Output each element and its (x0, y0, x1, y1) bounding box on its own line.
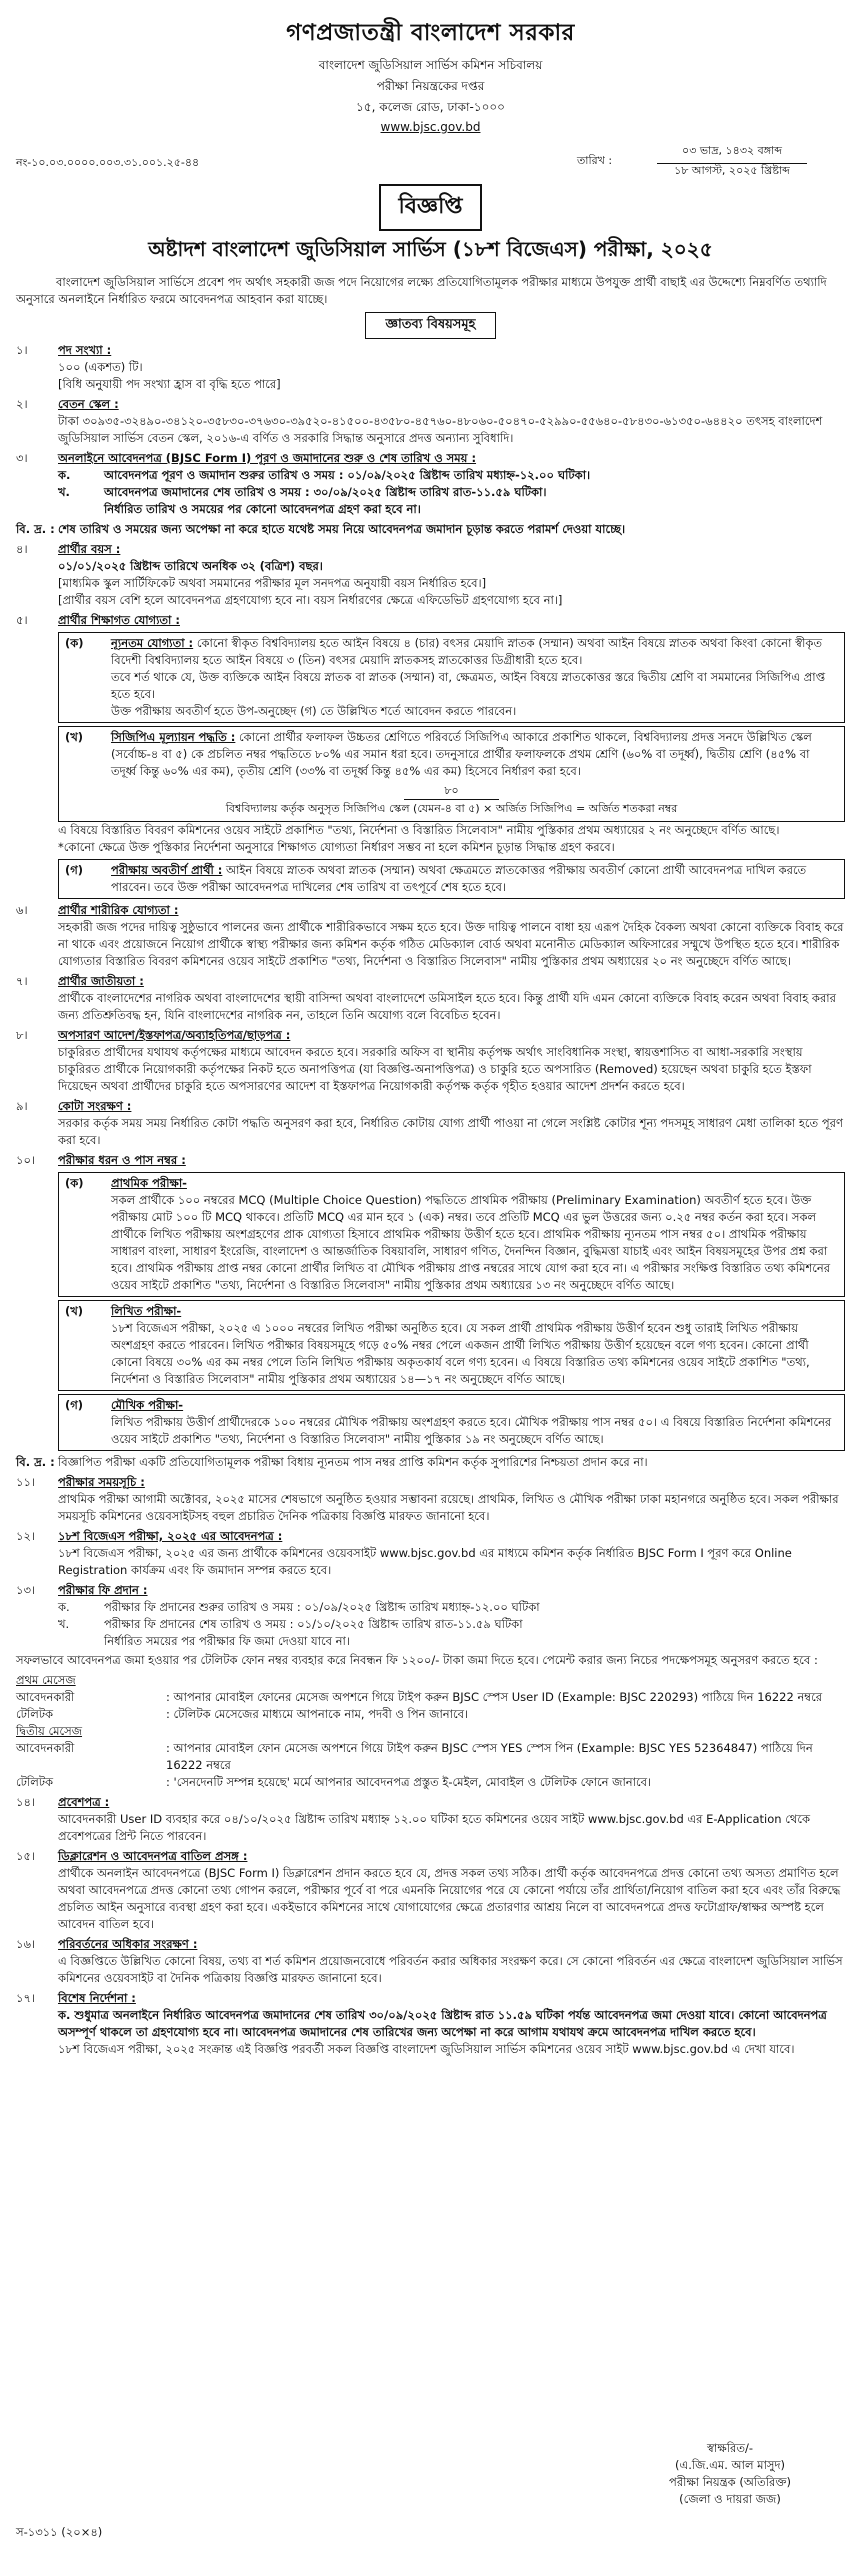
qualification-box-c (58, 859, 845, 899)
special-instruction-2: ১৮শ বিজেএস পরীক্ষা, ২০২৫ সংক্রান্ত এই বিজ্ঞপ্তি পরবর্তী সকল বিজ্ঞপ্তি বাংলাদেশ জুডিসিয়াল সার্ভিস কমিশনের ওয়েব সাইট www.bjsc.gov.bd এ দেখা যাবে। (58, 2042, 795, 2056)
sms-row-label: টেলিটক (16, 1707, 54, 1721)
qualification-box-a (58, 632, 845, 723)
sms-row-text: : 'সেনদেনটি সম্পন্ন হয়েছে' মর্মে আপনার আবেদনপত্র প্রস্তুত ই-মেইল, মোবাইল ও টেলিটক ফোনে জানাবে। (166, 1775, 652, 1789)
section-body: আবেদনকারী User ID ব্যবহার করে ০৪/১০/২০২৫ খ্রিষ্টাব্দ তারিখ মধ্যাহ্ন ১২.০০ ঘটিকা হতে কমিশনের ওয়েব সাইট www.bjsc.gov.bd এর E-Application থেকে প্রবেশপত্রের প্রিন্ট নিতে পারবেন। (58, 1812, 810, 1843)
formula-denominator: বিশ্ববিদ্যালয় কর্তৃক অনুসৃত সিজিপিএ স্কেল (যেমন-৪ বা ৫) (225, 802, 480, 815)
section-title: বিশেষ নির্দেশনা : (58, 1991, 136, 2005)
qualification-star-note: *কোনো ক্ষেত্রে উক্ত পুস্তিকার নির্দেশনা অনুসারে শিক্ষাগত যোগ্যতা নির্ধারণ সম্ভব না হলে কমিশন চূড়ান্ত সিদ্ধান্ত গ্রহণ করবে। (58, 840, 615, 854)
notice-heading (16, 184, 845, 231)
section-number: ৩। (16, 451, 28, 465)
section-body: ১৮শ বিজেএস পরীক্ষা, ২০২৫ এর জন্য প্রার্থীকে কমিশনের ওয়েবসাইট www.bjsc.gov.bd এর মাধ্যমে কমিশন কর্তৃক নির্ধারিত BJSC Form I পূরণ করে Online Registration কার্যক্রম এবং ফি জমাদান সম্পন্ন করতে হবে। (58, 1546, 792, 1577)
section-title: ডিক্লারেশন ও আবেদনপত্র বাতিল প্রসঙ্গ : (58, 1849, 248, 1863)
item-marker: (খ) (65, 730, 84, 744)
date-label: তারিখ : (577, 154, 613, 167)
section-body: সহকারী জজ পদের দায়িত্ব সুষ্ঠুভাবে পালনের জন্য প্রার্থীকে শারীরিকভাবে সক্ষম হতে হবে। উক্ত দায়িত্ব পালনে বাধা হয় এরূপ দৈহিক বৈকল্য অথবা কোনো ব্যক্তিকে বিবাহ করে না থাকে এবং প্রয়োজনে নিয়োগ প্রার্থীকে স্বাস্থ্য পরীক্ষার জন্য কমিশন কর্তৃক গঠিত মেডিক্যাল বোর্ড অথবা মনোনীত মেডিক্যাল অফিসারের সম্মুখে উপস্থিত হতে হবে। শারীরিক যোগ্যতার বিস্তারিত বিবরণ কমিশনের ওয়েব সাইটে প্রকাশিত "তথ্য, নির্দেশনা ও বিস্তারিত সিলেবাস" নামীয় পুস্তিকার প্রথম অধ্যায়ের ২০ নং অনুচ্ছেদে বর্ণিত আছে। (58, 920, 844, 968)
item-body: আইন বিষয়ে স্নাতক অথবা স্নাতক (সম্মান) অথবা ক্ষেত্রমতে স্নাতকোত্তর পরীক্ষায় অবতীর্ণ কোনো প্রার্থী আবেদনপত্র দাখিল করতে পারবেন। তবে উক্ত পরীক্ষা আবেদনপত্র দাখিলের শেষ তারিখ বা তৎপূর্বে শেষ হতে হবে। (111, 863, 807, 894)
item-lead: পরীক্ষায় অবতীর্ণ প্রার্থী : (111, 863, 223, 877)
section-number: ১৬। (16, 1937, 36, 1951)
post-count: ১০০ (একশত) টি। (58, 360, 143, 374)
formula-tail: × অর্জিত সিজিপিএ = অর্জিত শতকরা নম্বর (483, 802, 678, 815)
sms-row-text: : টেলিটক মেসেজের মাধ্যমে আপনাকে নাম, পদবী ও পিন জানাবে। (166, 1707, 469, 1721)
item-lead: সিজিপিএ মূল্যায়ন পদ্ধতি : (111, 730, 236, 744)
exam-preliminary (58, 1172, 845, 1297)
reference-row (16, 140, 845, 184)
item-marker: (গ) (65, 1398, 84, 1412)
section-17 (16, 1990, 845, 2058)
date-bangla: ০৩ ভাদ্র, ১৪৩২ বঙ্গাব্দ (657, 142, 807, 164)
item-marker: (গ) (65, 863, 84, 877)
section-body: এ বিজ্ঞপ্তিতে উল্লিখিত কোনো বিষয়, তথ্য বা শর্ত কমিশন প্রয়োজনবোধে পরিবর্তন করার অধিকার সংরক্ষণ করে। সে কোনো পরিবর্তন এর ক্ষেত্রে বাংলাদেশ জুডিসিয়াল সার্ভিস কমিশনের ওয়েবসাইট বা দৈনিক পত্রিকায় বিজ্ঞপ্তি মারফত জানানো হবে। (58, 1954, 843, 1985)
section-7 (16, 973, 845, 1024)
qualification-note: উক্ত পরীক্ষায় অবতীর্ণ হতে উপ-অনুচ্ছেদ (গ) তে উল্লিখিত শর্তে আবেদন করতে পারবেন। (111, 704, 517, 718)
section-2 (16, 396, 845, 447)
section-6 (16, 902, 845, 970)
section-title: পরিবর্তনের অধিকার সংরক্ষণ : (58, 1937, 198, 1951)
item-marker: খ. (58, 485, 70, 499)
fee-end: পরীক্ষার ফি প্রদানের শেষ তারিখ ও সময় : ০১/১০/২০২৫ খ্রিষ্টাব্দ তারিখ রাত-১১.৫৯ ঘটিকা (104, 1617, 523, 1631)
signatory-designation: পরীক্ষা নিয়ন্ত্রক (অতিরিক্ত) (669, 2475, 791, 2489)
section-title: কোটা সংরক্ষণ : (58, 1099, 132, 1113)
sms-first-heading: প্রথম মেসেজ (16, 1673, 76, 1687)
item-body: লিখিত পরীক্ষায় উত্তীর্ণ প্রার্থীদেরকে ১০০ নম্বরের মৌখিক পরীক্ষায় অংশগ্রহণ করতে হবে। মৌখিক পরীক্ষায় পাস নম্বর ৫০। এ বিষয়ে বিস্তারিত নির্দেশনা কমিশনের ওয়েব সাইটে প্রকাশিত "তথ্য, নির্দেশনা ও বিস্তারিত সিলেবাস" নামীয় পুস্তিকার ১৯ নং অনুচ্ছেদে বর্ণিত আছে। (111, 1415, 832, 1446)
section-5 (16, 612, 845, 899)
section-title: পরীক্ষার ধরন ও পাস নম্বর : (58, 1153, 186, 1167)
fee-deadline-note: নির্ধারিত সময়ের পর পরীক্ষার ফি জমা দেওয়া যাবে না। (104, 1634, 350, 1648)
section-13 (16, 1582, 845, 1650)
section-number: ৭। (16, 974, 28, 988)
notice-title: বিজ্ঞপ্তি (379, 184, 483, 231)
section-15 (16, 1848, 845, 1933)
cgpa-formula (65, 782, 838, 817)
item-body: ১৮শ বিজেএস পরীক্ষা, ২০২৫ এ ১০০০ নম্বরের লিখিত পরীক্ষা অনুষ্ঠিত হবে। যে সকল প্রার্থী প্রাথমিক পরীক্ষায় উত্তীর্ণ হবেন শুধু তারাই লিখিত পরীক্ষায় অংশগ্রহণ করতে পারবেন। লিখিত পরীক্ষার বিষয়সমূহে গড়ে ৫০% নম্বর পেলে একজন প্রার্থী লিখিত পরীক্ষায় উত্তীর্ণ হয়েছেন বলে গণ্য হবেন। কোনো প্রার্থী কোনো বিষয়ে ৩০% এর কম নম্বর পেলে তিনি লিখিত পরীক্ষায় অকৃতকার্য বলে গণ্য হবেন। এ বিষয়ে বিস্তারিত তথ্য কমিশনের ওয়েব সাইটে প্রকাশিত "তথ্য, নির্দেশনা ও বিস্তারিত সিলেবাস" নামীয় পুস্তিকার প্রথম অধ্যায়ের ১৪—১৭ নং অনুচ্ছেদে বর্ণিত আছে। (111, 1321, 810, 1386)
section-number: ১০। (16, 1153, 36, 1167)
signatory-name: (এ.জি.এম. আল মাসুদ) (674, 2458, 786, 2472)
section-number: ১৫। (16, 1849, 36, 1863)
sms-second-heading: দ্বিতীয় মেসেজ (16, 1724, 83, 1738)
pay-scale: টাকা ৩০৯৩৫-৩২৪৯০-৩৪১২০-৩৫৮৩০-৩৭৬৩০-৩৯৫২০-৪১৫০০-৪৩৫৮০-৪৫৭৬০-৪৮০৬০-৫০৪৭০-৫২৯৯০-৫৫৬৪০-৫৮৪৩০-৬১৩৫০-৬৪৪২০ তৎসহ বাংলাদেশ জুডিসিয়াল সার্ভিস বেতন স্কেল, ২০১৬-এ বর্ণিত ও সরকারি সিদ্ধান্ত অনুসারে প্রদত্ত অন্যান্য সুবিধাদি। (58, 414, 823, 445)
apply-start: আবেদনপত্র পূরণ ও জমাদান শুরুর তারিখ ও সময় : ০১/০৯/২০২৫ খ্রিষ্টাব্দ তারিখ মধ্যাহ্ন-১২.০০ ঘটিকা। (104, 468, 591, 482)
fee-start: পরীক্ষার ফি প্রদানের শুরুর তারিখ ও সময় : ০১/০৯/২০২৫ খ্রিষ্টাব্দ তারিখ মধ্যাহ্ন-১২.০০ ঘটিকা (104, 1600, 540, 1614)
section-1 (16, 342, 845, 393)
item-lead: ন্যূনতম যোগ্যতা : (111, 636, 194, 650)
exam-viva (58, 1394, 845, 1451)
section-title: ১৮শ বিজেএস পরীক্ষা, ২০২৫ এর আবেদনপত্র : (58, 1529, 283, 1543)
section-body: চাকুরিরত প্রার্থীদের যথাযথ কর্তৃপক্ষের মাধ্যমে আবেদন করতে হবে। সরকারি অফিস বা স্থানীয় কর্তৃপক্ষ অর্থাৎ সাংবিধানিক সংস্থা, স্বায়ত্তশাসিত বা আধা-সরকারি সংস্থায় চাকুরিরত প্রার্থীকে নিয়োগকারী কর্তৃপক্ষের নিকট হতে অনাপত্তিপত্র (যা বিজ্ঞপ্তি-অনাপত্তিপত্র) ও চাকুরি হতে অপসারিত (Removed) হয়েছেন অথবা চাকুরি হতে ইস্তফা দিয়েছেন অথবা প্রার্থীদের চাকুরি হতে অপসারণের আদেশ বা ইস্তফাপত্র নিয়োগকারী কর্তৃপক্ষ কর্তৃক গৃহীত হওয়ার আদেশ প্রদর্শন করতে হবে। (58, 1045, 812, 1093)
note-2 (16, 1454, 845, 1471)
special-instruction-1: ক. শুধুমাত্র অনলাইনে নির্ধারিত আবেদনপত্র জমাদানের শেষ তারিখ ৩০/০৯/২০২৫ খ্রিষ্টাব্দ রাত ১১.৫৯ ঘটিকা পর্যন্ত আবেদনপত্র জমা দেওয়া যাবে। কোনো আবেদনপত্র অসম্পূর্ণ থাকলে তা গ্রহণযোগ্য হবে না। আবেদনপত্র জমাদানের শেষ তারিখের জন্য অপেক্ষা না করে আগাম যথাযথ ক্রমে আবেদনপত্র দাখিল করতে হবে। (58, 2008, 827, 2039)
exam-written (58, 1300, 845, 1391)
item-body: সকল প্রার্থীকে ১০০ নম্বরের MCQ (Multiple Choice Question) পদ্ধতিতে প্রাথমিক পরীক্ষায় (Preliminary Examination) অবতীর্ণ হতে হবে। উক্ত পরীক্ষায় মোট ১০০ টি MCQ থাকবে। প্রতিটি MCQ এর মান হবে ১ (এক) নম্বর। তবে প্রতিটি MCQ এর ভুল উত্তরের জন্য ০.২৫ নম্বর কর্তন করা হবে। সকল প্রার্থীকে লিখিত পরীক্ষায় অংশগ্রহণের প্রাক যোগ্যতা হিসাবে প্রাথমিক পরীক্ষায় উত্তীর্ণ হতে হবে। প্রাথমিক পরীক্ষায় ন্যূনতম পাস নম্বর ৫০। প্রাথমিক পরীক্ষায় সাধারণ বাংলা, সাধারণ ইংরেজি, বাংলাদেশ ও আন্তর্জাতিক বিষয়াবলি, সাধারণ গণিত, দৈনন্দিন বিজ্ঞান, বুদ্ধিমত্তা যাচাই এবং আইন বিষয়সমূহের উপর প্রশ্ন করা হবে। প্রাথমিক পরীক্ষায় প্রাপ্ত নম্বর কোনো প্রার্থীর লিখিত বা মৌখিক পরীক্ষায় প্রাপ্ত নম্বরের সাথে যোগ করা হবে না। এ পরীক্ষার সংক্ষিপ্ত বিস্তারিত তথ্য কমিশনের ওয়েব সাইটে প্রকাশিত "তথ্য, নির্দেশনা ও বিস্তারিত সিলেবাস" নামীয় পুস্তিকার প্রথম অধ্যায়ের ১৩ নং অনুচ্ছেদে বর্ণিত আছে। (111, 1193, 831, 1292)
section-title: বেতন স্কেল : (58, 397, 119, 411)
section-title: প্রবেশপত্র : (58, 1795, 110, 1809)
sms-row-text: : আপনার মোবাইল ফোনের মেসেজ অপশনে গিয়ে টাইপ করুন BJSC স্পেস User ID (Example: BJSC 220293) পাঠিয়ে দিন 16222 নম্বরে (166, 1690, 823, 1704)
note-label: বি. দ্র. : (16, 522, 55, 536)
section-body: প্রাথমিক পরীক্ষা আগামী অক্টোবর, ২০২৫ মাসের শেষভাগে অনুষ্ঠিত হওয়ার সম্ভাবনা রয়েছে। প্রাথমিক, লিখিত ও মৌখিক পরীক্ষা ঢাকা মহানগরে অনুষ্ঠিত হবে। সকল পরীক্ষার সময়সূচি কমিশনের ওয়েবসাইটসহ বহুল প্রচারিত দৈনিক পত্রিকায় বিজ্ঞপ্তি মারফত জানানো হবে। (58, 1492, 839, 1523)
section-14 (16, 1794, 845, 1845)
section-number: ১৩। (16, 1583, 36, 1597)
section-number: ১২। (16, 1529, 36, 1543)
section-body: প্রার্থীকে অনলাইন আবেদনপত্রে (BJSC Form I) ডিক্লারেশন প্রদান করতে হবে যে, প্রদত্ত সকল তথ্য সঠিক। প্রার্থী কর্তৃক আবেদনপত্রে প্রদত্ত কোনো তথ্য অসত্য প্রমাণিত হলে অথবা আবেদনপত্রে প্রদত্ত কোনো তথ্য গোপন করলে, পরীক্ষার পূর্বে বা পরে এমনকি নিয়োগের পরে যে কোনো পর্যায়ে তাঁর প্রার্থিতা/নিয়োগ বাতিল করা হবে এবং তাঁর বিরুদ্ধে প্রচলিত আইন অনুসারে ব্যবস্থা গ্রহণ করা হবে। একইভাবে কমিশনের সাথে যোগাযোগের ক্ষেত্রে প্রতারণার আশ্রয় নিলে বা আবেদনপত্রে প্রদত্ত ফটোগ্রাফ/স্বাক্ষর অস্পষ্ট হলে আবেদন বাতিল হবে। (58, 1866, 841, 1931)
section-number: ৯। (16, 1099, 28, 1113)
item-marker: ক. (58, 1600, 70, 1614)
apply-end: আবেদনপত্র জমাদানের শেষ তারিখ ও সময় : ৩০/০৯/২০২৫ খ্রিষ্টাব্দ তারিখ রাত-১১.৫৯ ঘটিকা। (104, 485, 547, 499)
section-9 (16, 1098, 845, 1149)
intro-paragraph: বাংলাদেশ জুডিসিয়াল সার্ভিসে প্রবেশ পদ অর্থাৎ সহকারী জজ পদে নিয়োগের লক্ষ্যে প্রতিযোগিতামূলক পরীক্ষার মাধ্যমে উপযুক্ত প্রার্থী বাছাই এর উদ্দেশ্যে নিম্নবর্ণিত তথ্যাদি অনুসারে অনলাইনে নির্ধারিত ফরমে আবেদনপত্র আহবান করা যাচ্ছে। (16, 275, 827, 306)
section-12 (16, 1528, 845, 1579)
age-limit: ০১/০১/২০২৫ খ্রিষ্টাব্দ তারিখে অনধিক ৩২ (বত্রিশ) বছর। (58, 559, 323, 573)
section-body: প্রার্থীকে বাংলাদেশের নাগরিক অথবা বাংলাদেশের স্থায়ী বাসিন্দা অথবা বাংলাদেশে ডমিসাইল হতে হবে। কিন্তু প্রার্থী যদি এমন কোনো ব্যক্তিকে বিবাহ করেন অথবা বিবাহ করার জন্য প্রতিশ্রুতিবদ্ধ হন, যিনি বাংলাদেশের নাগরিক নন, তাহলে তিনি অযোগ্য বলে বিবেচিত হবেন। (58, 991, 836, 1022)
note-1 (16, 521, 845, 538)
section-16 (16, 1936, 845, 1987)
qualification-proviso: তবে শর্ত থাকে যে, উক্ত ব্যক্তিকে আইন বিষয়ে স্নাতক বা স্নাতক (সম্মান) বা, ক্ষেত্রমত, আইন বিষয়ে স্নাতকোত্তর স্তরে দ্বিতীয় শ্রেণি বা সমমানের সিজিপিএ প্রাপ্ত হতে হবে। (111, 670, 826, 701)
age-note-2: [প্রার্থীর বয়স বেশি হলে আবেদনপত্র গ্রহণযোগ্য হবে না। বয়স নির্ধারণের ক্ষেত্রে এফিডেভিট গ্রহণযোগ্য হবে না।] (58, 593, 563, 607)
section-number: ১। (16, 343, 28, 357)
section-11 (16, 1474, 845, 1525)
section-title: প্রার্থীর শিক্ষাগত যোগ্যতা : (58, 613, 180, 627)
section-3 (16, 450, 845, 518)
section-title: অপসারণ আদেশ/ইস্তফাপত্র/অব্যাহতিপত্র/ছাড়পত্র : (58, 1028, 291, 1042)
item-marker: (ক) (65, 1176, 84, 1190)
sms-instructions (16, 1672, 845, 1791)
section-title: প্রার্থীর শারীরিক যোগ্যতা : (58, 903, 179, 917)
section-number: ২। (16, 397, 28, 411)
section-body: সরকার কর্তৃক সময় সময় নির্ধারিত কোটা পদ্ধতি অনুসরণ করা হবে, নির্ধারিত কোটায় যোগ্য প্রার্থী পাওয়া না গেলে সংশ্লিষ্ট কোটার শূন্য পদসমূহ সাধারণ মেধা তালিকা হতে পূরণ করা হবে। (58, 1116, 843, 1147)
fee-instructions: সফলভাবে আবেদনপত্র জমা হওয়ার পর টেলিটক ফোন নম্বর ব্যবহার করে নিবন্ধন ফি ১২০০/- টাকা জমা দিতে হবে। পেমেন্ট করার জন্য নিচের পদক্ষেপসমূহ অনুসরণ করতে হবে : (16, 1653, 818, 1667)
section-title: পরীক্ষার সময়সূচি : (58, 1475, 145, 1489)
section-title: প্রার্থীর জাতীয়তা : (58, 974, 144, 988)
item-marker: খ. (58, 1617, 70, 1631)
sms-row-label: টেলিটক (16, 1775, 54, 1789)
section-title: পদ সংখ্যা : (58, 343, 112, 357)
section-heading-text: জ্ঞাতব্য বিষয়সমূহ (365, 312, 497, 339)
item-marker: (ক) (65, 636, 84, 650)
section-number: ১৭। (16, 1991, 36, 2005)
item-body: কোনো স্বীকৃত বিশ্ববিদ্যালয় হতে আইন বিষয়ে ৪ (চার) বৎসর মেয়াদি স্নাতক (সম্মান) অথবা আইন বিষয়ে স্নাতক অথবা কিংবা কোনো স্বীকৃত বিদেশী বিশ্ববিদ্যালয় হতে আইন বিষয়ে ৩ (তিন) বৎসর মেয়াদি স্নাতকসহ স্নাতকোত্তর ডিগ্রীধারী হতে হবে। (111, 636, 823, 667)
memo-number: নং-১০.০৩.০০০০.০০৩.৩১.০০১.২৫-৪৪ (16, 156, 200, 169)
sms-row-label: আবেদনকারী (16, 1690, 75, 1704)
post-count-note: [বিধি অনুযায়ী পদ সংখ্যা হ্রাস বা বৃদ্ধি হতে পারে] (58, 377, 281, 391)
section-title: অনলাইনে আবেদনপত্র (BJSC Form I) পূরণ ও জমাদানের শুরু ও শেষ তারিখ ও সময় : (58, 451, 477, 465)
item-marker: (খ) (65, 1304, 84, 1318)
item-marker: ক. (58, 468, 71, 482)
apply-deadline-note: নির্ধারিত তারিখ ও সময়ের পর কোনো আবেদনপত্র গ্রহণ করা হবে না। (104, 502, 421, 516)
formula-numerator: ৮০ (404, 782, 498, 800)
item-title: লিখিত পরীক্ষা- (111, 1304, 182, 1318)
office-name: পরীক্ষা নিয়ন্ত্রকের দপ্তর (376, 79, 485, 93)
item-title: প্রাথমিক পরীক্ষা- (111, 1176, 187, 1190)
section-10 (16, 1152, 845, 1451)
item-title: মৌখিক পরীক্ষা- (111, 1398, 184, 1412)
signed-mark: স্বাক্ষরিত/- (707, 2441, 753, 2455)
note-text: শেষ তারিখ ও সময়ের জন্য অপেক্ষা না করে হাতে যথেষ্ট সময় নিয়ে আবেদনপত্র জমাদান চূড়ান্ত করতে পরামর্শ দেওয়া যাচ্ছে। (58, 522, 626, 536)
section-8 (16, 1027, 845, 1095)
section-number: ১৪। (16, 1795, 36, 1809)
govt-title: গণপ্রজাতন্ত্রী বাংলাদেশ সরকার (286, 20, 575, 46)
section-heading (16, 312, 845, 339)
note-label: বি. দ্র. : (16, 1455, 55, 1469)
website-link[interactable]: www.bjsc.gov.bd (380, 120, 481, 134)
qualification-detail-note: এ বিষয়ে বিস্তারিত বিবরণ কমিশনের ওয়েব সাইটে প্রকাশিত "তথ্য, নির্দেশনা ও বিস্তারিত সিলেবাস" নামীয় পুস্তিকার প্রথম অধ্যায়ের ২ নং অনুচ্ছেদে বর্ণিত আছে। (58, 823, 780, 837)
note-text: বিজ্ঞাপিত পরীক্ষা একটি প্রতিযোগিতামূলক পরীক্ষা বিধায় ন্যূনতম পাস নম্বর প্রাপ্তি কমিশন কর্তৃক সুপারিশের নিশ্চয়তা প্রদান করে না। (58, 1455, 648, 1469)
section-number: ৮। (16, 1028, 28, 1042)
section-number: ৬। (16, 903, 28, 917)
section-number: ১১। (16, 1475, 36, 1489)
footer-code: স-১৩১১ (২০×৪) (16, 2525, 103, 2539)
office-address: ১৫, কলেজ রোড, ঢাকা-১০০০ (356, 100, 505, 114)
section-4 (16, 541, 845, 609)
section-title: প্রার্থীর বয়স : (58, 542, 121, 556)
section-number: ৫। (16, 613, 28, 627)
signature-block (669, 2440, 791, 2508)
commission-name: বাংলাদেশ জুডিসিয়াল সার্ভিস কমিশন সচিবালয় (318, 58, 543, 72)
section-number: ৪। (16, 542, 28, 556)
item-body: কোনো প্রার্থীর ফলাফল উচ্চতর শ্রেণিতে পরিবর্তে সিজিপিএ আকারে প্রকাশিত থাকলে, বিশ্ববিদ্যালয় প্রদত্ত সনদে উল্লিখিত স্কেল (সর্বোচ্চ-৪ বা ৫) কে প্রচলিত নম্বর পদ্ধতিতে ৮০% এর সমান ধরা হবে। তদনুসারে প্রার্থীর ফলাফলকে প্রথম শ্রেণি (৬০% বা তদূর্ধ্ব), দ্বিতীয় শ্রেণি (৪৫% বা তদূর্ধ্ব কিন্তু ৬০% এর কম), তৃতীয় শ্রেণি (৩৩% বা তদূর্ধ্ব কিন্তু ৪৫% এর কম) হিসেবে নির্ধারণ করা হবে। (111, 730, 812, 778)
section-title: পরীক্ষার ফি প্রদান : (58, 1583, 148, 1597)
date-english: ১৮ আগস্ট, ২০২৫ খ্রিষ্টাব্দ (674, 164, 790, 177)
qualification-box-b (58, 726, 845, 822)
signatory-rank: (জেলা ও দায়রা জজ) (679, 2492, 781, 2506)
exam-title: অষ্টাদশ বাংলাদেশ জুডিসিয়াল সার্ভিস (১৮শ বিজেএস) পরীক্ষা, ২০২৫ (148, 237, 713, 261)
age-note-1: [মাধ্যমিক স্কুল সার্টিফিকেট অথবা সমমানের পরীক্ষার মূল সনদপত্র অনুযায়ী বয়স নির্ধারিত হবে।] (58, 576, 487, 590)
sms-row-text: : আপনার মোবাইল ফোন মেসেজ অপশনে গিয়ে টাইপ করুন BJSC স্পেস YES স্পেস পিন (Example: BJSC YES 52364847) পাঠিয়ে দিন 16222 নম্বরে (166, 1741, 813, 1772)
sms-row-label: আবেদনকারী (16, 1741, 75, 1755)
letterhead (16, 0, 845, 134)
